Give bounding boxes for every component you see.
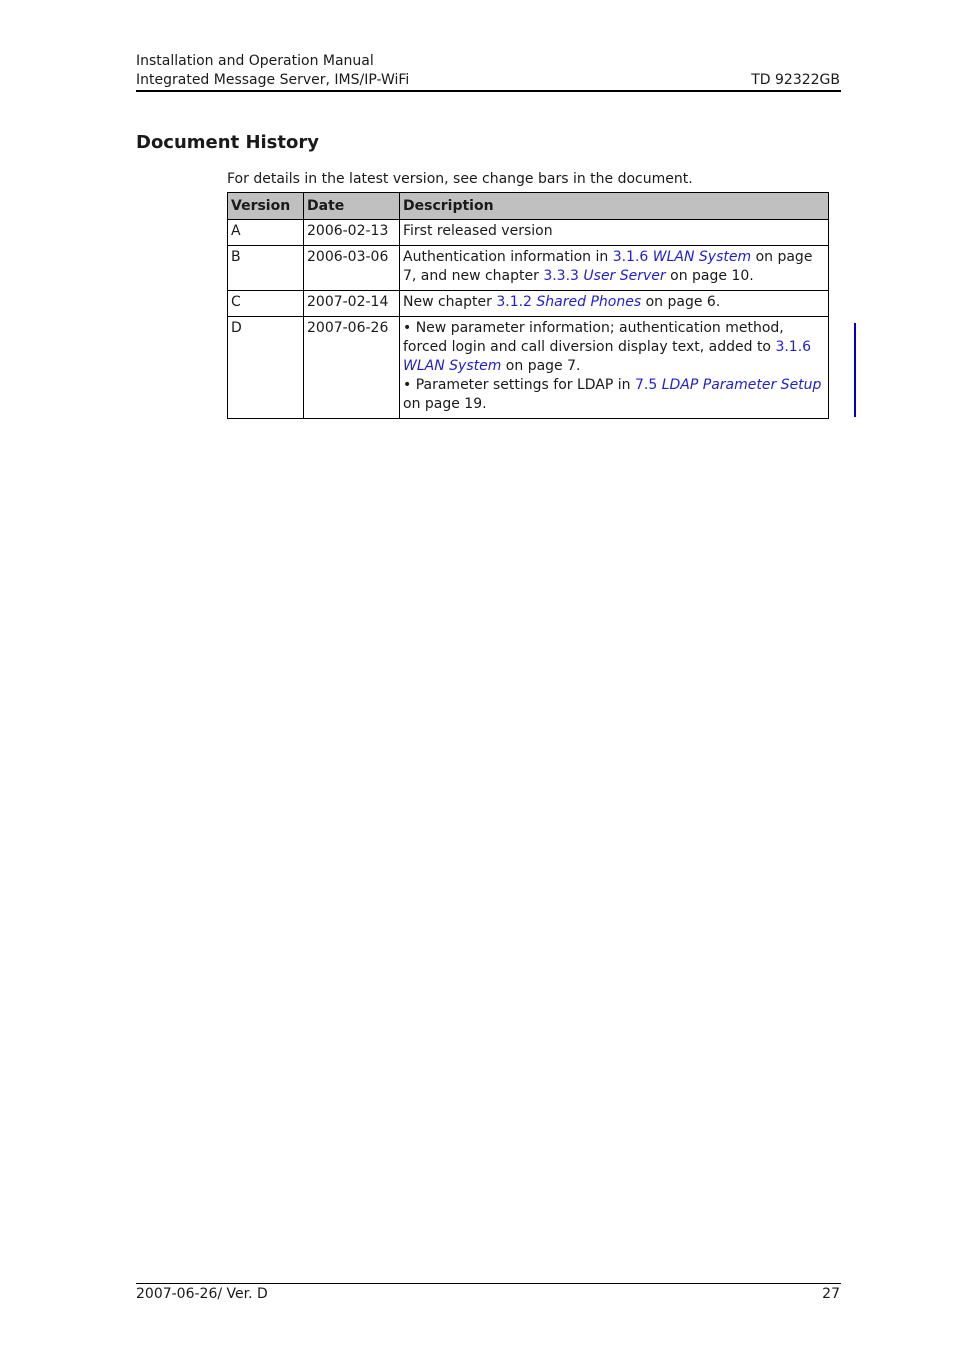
- date-cell: 2006-03-06: [304, 246, 400, 291]
- header-divider: [136, 90, 841, 92]
- description-text: on page 6.: [641, 294, 721, 310]
- header-product-name: Integrated Message Server, IMS/IP-WiFi: [136, 72, 410, 88]
- description-text: on page 10.: [665, 268, 754, 284]
- date-cell: 2007-02-14: [304, 291, 400, 317]
- date-cell: 2006-02-13: [304, 220, 400, 246]
- header-doc-number: TD 92322GB: [751, 72, 840, 88]
- version-cell: C: [228, 291, 304, 317]
- description-cell: [400, 317, 829, 419]
- description-cell: [400, 246, 829, 291]
- table-row: [228, 291, 829, 317]
- intro-text: For details in the latest version, see change bars in the document.: [227, 171, 693, 187]
- cross-reference-link[interactable]: 3.1.6 WLAN System: [403, 339, 812, 374]
- table-header-row: [228, 193, 829, 220]
- description-text: on page 7, and new chapter: [403, 249, 813, 284]
- version-cell: D: [228, 317, 304, 419]
- page-header-left: [136, 52, 409, 90]
- cross-reference-link[interactable]: 3.3.3 User Server: [543, 268, 666, 284]
- description-bullet: • Parameter settings for LDAP in 7.5 LDAP Parameter Setup on page 19.: [403, 377, 822, 412]
- footer-divider: [136, 1283, 841, 1284]
- column-header-date: Date: [304, 193, 400, 220]
- table-row: [228, 220, 829, 246]
- header-manual-type: Installation and Operation Manual: [136, 53, 374, 69]
- column-header-version: Version: [228, 193, 304, 220]
- version-cell: B: [228, 246, 304, 291]
- description-text: New chapter: [403, 294, 497, 310]
- version-cell: A: [228, 220, 304, 246]
- description-bullet: • New parameter information; authentication method, forced login and call diversion display text, added to 3.1.6 WLAN System on page 7.: [403, 320, 812, 374]
- document-history-table: [227, 192, 829, 419]
- description-text: Authentication information in: [403, 249, 613, 265]
- table-row: [228, 246, 829, 291]
- cross-reference-link[interactable]: 7.5 LDAP Parameter Setup: [635, 377, 822, 393]
- page-number: 27: [822, 1286, 840, 1302]
- cross-reference-link[interactable]: 3.1.6 WLAN System: [612, 249, 752, 265]
- column-header-description: Description: [400, 193, 829, 220]
- cross-reference-link[interactable]: 3.1.2 Shared Phones: [496, 294, 642, 310]
- footer-date-version: 2007-06-26/ Ver. D: [136, 1286, 268, 1302]
- change-bar: [854, 323, 856, 417]
- page-title: Document History: [136, 132, 319, 153]
- description-cell: First released version: [400, 220, 829, 246]
- table-row: [228, 317, 829, 419]
- description-cell: [400, 291, 829, 317]
- date-cell: 2007-06-26: [304, 317, 400, 419]
